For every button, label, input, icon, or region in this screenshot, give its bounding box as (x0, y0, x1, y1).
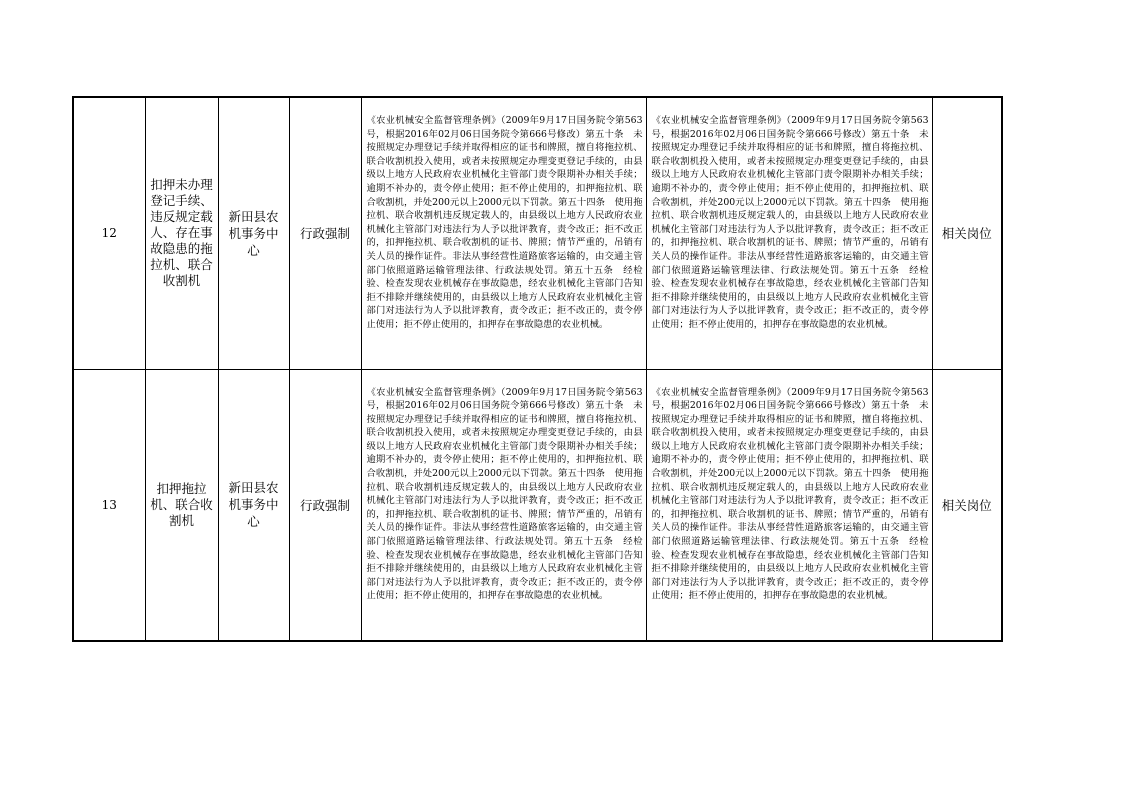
item-name-cell: 扣押拖拉机、联合收割机 (145, 369, 218, 641)
row-number-cell: 12 (73, 97, 145, 369)
enforcement-table (72, 96, 1003, 642)
row-number-cell: 13 (73, 369, 145, 641)
legal-basis-cell: 《农业机械安全监督管理条例》（2009年9月17日国务院令第563号，根据2016年02月06日国务院令第666号修改）第五十条 未按照规定办理登记手续并取得相应的证书和牌照，擅自将拖拉机、联合收割机投入使用，或者未按照规定办理变更登记手续的，由县级以上地方人民政府农业机械化主管部门责令限期补办相关手续；逾期不补办的，责令停止使用；拒不停止使用的，扣押拖拉机、联合收割机，并处200元以上2000元以下罚款。第五十四条 使用拖拉机、联合收割机违反规定载人的，由县级以上地方人民政府农业机械化主管部门对违法行为人予以批评教育，责令改正；拒不改正的，扣押拖拉机、联合收割机的证书、牌照；情节严重的，吊销有关人员的操作证件。非法从事经营性道路旅客运输的，由交通主管部门依照道路运输管理法律、行政法规处罚。第五十五条 经检验、检查发现农业机械存在事故隐患，经农业机械化主管部门告知拒不排除并继续使用的，由县级以上地方人民政府农业机械化主管部门对违法行为人予以批评教育，责令改正；拒不改正的，责令停止使用；拒不停止使用的，扣押存在事故隐患的农业机械。 (361, 369, 646, 641)
legal-basis-cell: 《农业机械安全监督管理条例》（2009年9月17日国务院令第563号，根据2016年02月06日国务院令第666号修改）第五十条 未按照规定办理登记手续并取得相应的证书和牌照，擅自将拖拉机、联合收割机投入使用，或者未按照规定办理变更登记手续的，由县级以上地方人民政府农业机械化主管部门责令限期补办相关手续；逾期不补办的，责令停止使用；拒不停止使用的，扣押拖拉机、联合收割机，并处200元以上2000元以下罚款。第五十四条 使用拖拉机、联合收割机违反规定载人的，由县级以上地方人民政府农业机械化主管部门对违法行为人予以批评教育，责令改正；拒不改正的，扣押拖拉机、联合收割机的证书、牌照；情节严重的，吊销有关人员的操作证件。非法从事经营性道路旅客运输的，由交通主管部门依照道路运输管理法律、行政法规处罚。第五十五条 经检验、检查发现农业机械存在事故隐患，经农业机械化主管部门告知拒不排除并继续使用的，由县级以上地方人民政府农业机械化主管部门对违法行为人予以批评教育，责令改正；拒不改正的，责令停止使用；拒不停止使用的，扣押存在事故隐患的农业机械。 (646, 97, 932, 369)
department-cell: 新田县农机事务中心 (218, 369, 289, 641)
responsible-post-cell: 相关岗位 (932, 369, 1002, 641)
power-type-cell: 行政强制 (289, 97, 361, 369)
table-row (73, 97, 1002, 369)
legal-basis-cell: 《农业机械安全监督管理条例》（2009年9月17日国务院令第563号，根据2016年02月06日国务院令第666号修改）第五十条 未按照规定办理登记手续并取得相应的证书和牌照，擅自将拖拉机、联合收割机投入使用，或者未按照规定办理变更登记手续的，由县级以上地方人民政府农业机械化主管部门责令限期补办相关手续；逾期不补办的，责令停止使用；拒不停止使用的，扣押拖拉机、联合收割机，并处200元以上2000元以下罚款。第五十四条 使用拖拉机、联合收割机违反规定载人的，由县级以上地方人民政府农业机械化主管部门对违法行为人予以批评教育，责令改正；拒不改正的，扣押拖拉机、联合收割机的证书、牌照；情节严重的，吊销有关人员的操作证件。非法从事经营性道路旅客运输的，由交通主管部门依照道路运输管理法律、行政法规处罚。第五十五条 经检验、检查发现农业机械存在事故隐患，经农业机械化主管部门告知拒不排除并继续使用的，由县级以上地方人民政府农业机械化主管部门对违法行为人予以批评教育，责令改正；拒不改正的，责令停止使用；拒不停止使用的，扣押存在事故隐患的农业机械。 (361, 97, 646, 369)
table-row (73, 369, 1002, 641)
department-cell: 新田县农机事务中心 (218, 97, 289, 369)
power-type-cell: 行政强制 (289, 369, 361, 641)
item-name-cell: 扣押未办理登记手续、违反规定载人、存在事故隐患的拖拉机、联合收割机 (145, 97, 218, 369)
legal-basis-cell: 《农业机械安全监督管理条例》（2009年9月17日国务院令第563号，根据2016年02月06日国务院令第666号修改）第五十条 未按照规定办理登记手续并取得相应的证书和牌照，擅自将拖拉机、联合收割机投入使用，或者未按照规定办理变更登记手续的，由县级以上地方人民政府农业机械化主管部门责令限期补办相关手续；逾期不补办的，责令停止使用；拒不停止使用的，扣押拖拉机、联合收割机，并处200元以上2000元以下罚款。第五十四条 使用拖拉机、联合收割机违反规定载人的，由县级以上地方人民政府农业机械化主管部门对违法行为人予以批评教育，责令改正；拒不改正的，扣押拖拉机、联合收割机的证书、牌照；情节严重的，吊销有关人员的操作证件。非法从事经营性道路旅客运输的，由交通主管部门依照道路运输管理法律、行政法规处罚。第五十五条 经检验、检查发现农业机械存在事故隐患，经农业机械化主管部门告知拒不排除并继续使用的，由县级以上地方人民政府农业机械化主管部门对违法行为人予以批评教育，责令改正；拒不改正的，责令停止使用；拒不停止使用的，扣押存在事故隐患的农业机械。 (646, 369, 932, 641)
responsible-post-cell: 相关岗位 (932, 97, 1002, 369)
